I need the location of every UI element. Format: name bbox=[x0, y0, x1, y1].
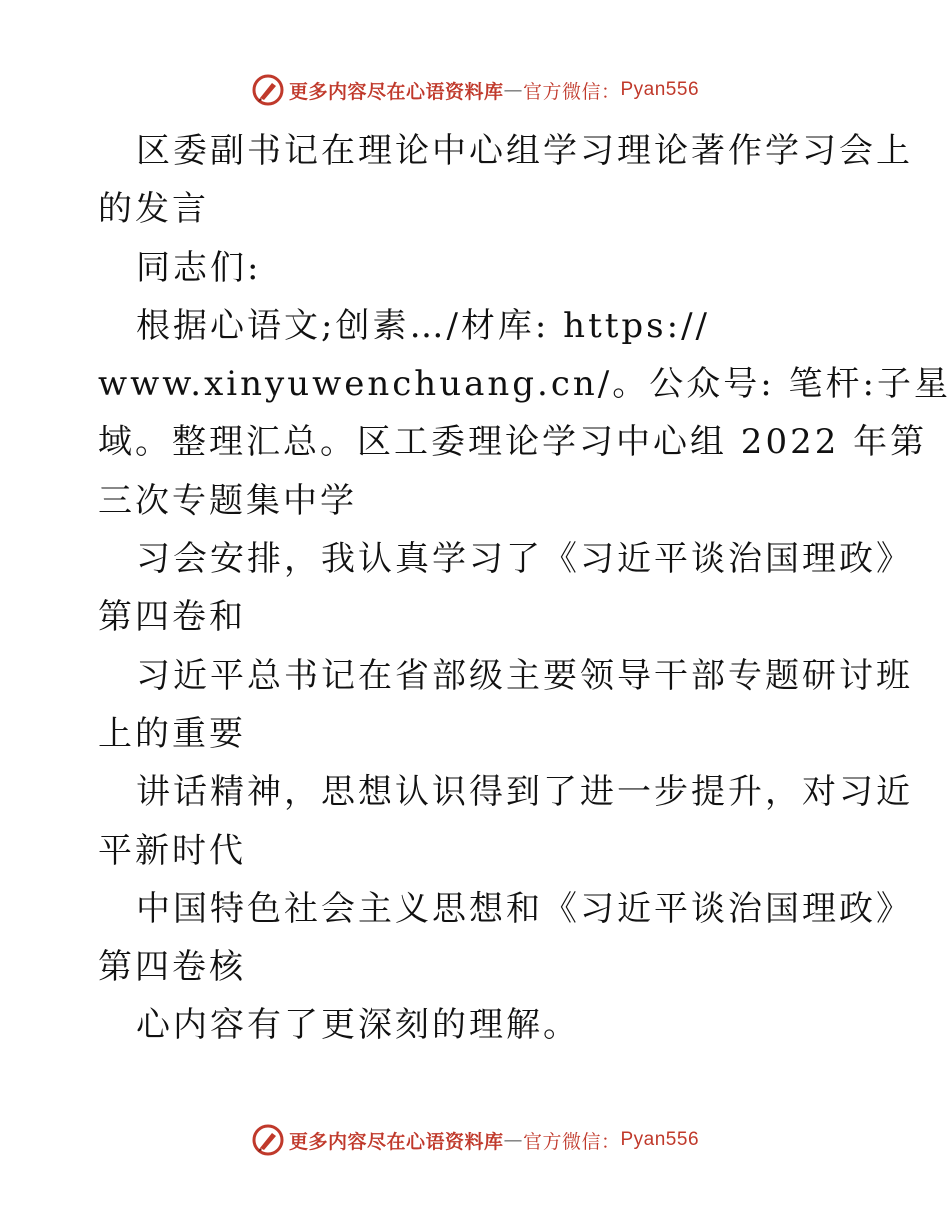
document-line: 三次专题集中学 bbox=[98, 480, 357, 521]
header-watermark-banner bbox=[0, 70, 950, 110]
document-line: 第四卷和 bbox=[98, 597, 246, 638]
banner-dash: — bbox=[503, 1129, 523, 1151]
footer-watermark-banner bbox=[0, 1120, 950, 1160]
document-line: 心内容有了更深刻的理解。 bbox=[136, 1005, 580, 1046]
document-line: 区委副书记在理论中心组学习理论著作学习会上 bbox=[136, 131, 913, 171]
banner-brand-text: 更多内容尽在心语资料库 bbox=[288, 80, 504, 103]
document-line: 同志们: bbox=[136, 247, 262, 288]
document-line: 第四卷核 bbox=[98, 947, 246, 988]
document-line: www.xinyuwenchuang.cn/。公众号: 笔杆:子星 bbox=[98, 364, 951, 405]
document-line: 中国特色社会主义思想和《习近平谈治国理政》 bbox=[136, 888, 913, 929]
pen-logo-icon bbox=[251, 73, 285, 107]
document-line: 平新时代 bbox=[98, 830, 246, 871]
banner-wechat-id: Pyan556 bbox=[620, 79, 700, 100]
document-line: 习会安排，我认真学习了《习近平谈治国理政》 bbox=[136, 539, 913, 580]
banner-wechat-label: 官方微信： bbox=[522, 80, 621, 103]
document-line: 习近平总书记在省部级主要领导干部专题研讨班 bbox=[136, 655, 913, 696]
pen-logo-icon bbox=[251, 1123, 285, 1157]
banner-wechat-label: 官方微信： bbox=[522, 1130, 621, 1153]
banner-wechat-id: Pyan556 bbox=[620, 1129, 700, 1150]
document-line: 的发言 bbox=[98, 189, 209, 230]
banner-brand-text: 更多内容尽在心语资料库 bbox=[288, 1130, 504, 1153]
document-line: 讲话精神，思想认识得到了进一步提升，对习近 bbox=[136, 772, 913, 813]
document-body bbox=[98, 122, 951, 1055]
document-line: 根据心语文;创素…/材库: https:// bbox=[136, 305, 710, 346]
document-line: 域。整理汇总。区工委理论学习中心组 2022 年第 bbox=[98, 422, 928, 463]
document-line: 上的重要 bbox=[98, 713, 246, 754]
banner-dash: — bbox=[503, 79, 523, 101]
